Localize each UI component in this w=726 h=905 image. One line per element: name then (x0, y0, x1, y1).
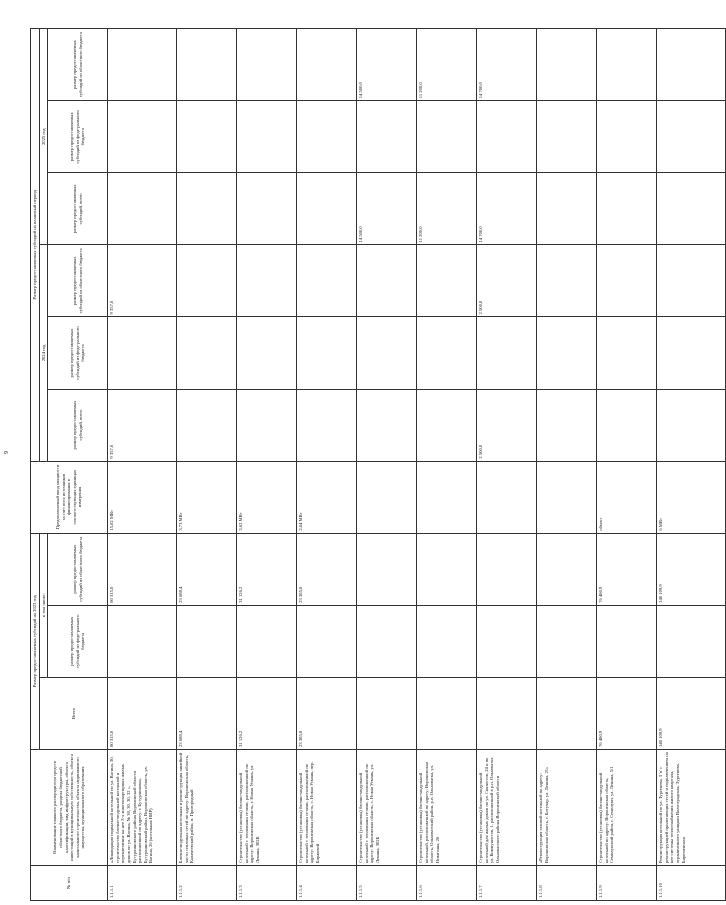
cell-r25: 14 700,0 (477, 29, 537, 101)
cell-reg (417, 533, 477, 605)
table-body (108, 29, 726, 901)
cell-f24 (657, 317, 726, 389)
cell-r24: 9 357,0 (108, 245, 177, 317)
cell-f25 (297, 101, 357, 173)
cell-fed (657, 605, 726, 677)
cell-r25 (537, 29, 597, 101)
cell-name: Строительство (установка) блочно-модульной котельной по адресу: Воронежская область, Семилукский район, г. Семилуки, ул. Ленина, 5/1 (597, 749, 657, 865)
cell-reg: 31 126,2 (237, 533, 297, 605)
cell-total (417, 677, 477, 749)
header-fed-2025: размер предоставляемых субсидий из феде-рального бюджета (48, 101, 108, 173)
cell-r24: 2 500,0 (477, 245, 537, 317)
cell-fed (597, 605, 657, 677)
cell-t24 (357, 389, 417, 461)
header-plan: Размер предоставляемых субсидий на плановый период (31, 29, 40, 462)
cell-r25 (597, 29, 657, 101)
table-row (477, 29, 537, 901)
cell-name: Строительство (установка) блочно-модульной котельной с тепловыми сетями, расположенной по адресу: Воронежская область, г. Новая Усмань, ул. Ленина, 302К (237, 749, 297, 865)
cell-total: 140 109,9 (657, 677, 726, 749)
cell-cap (537, 461, 597, 533)
cell-r24 (657, 245, 726, 317)
header-2025: 2025 год (39, 29, 48, 245)
header-incl: в том числе: (39, 533, 48, 677)
cell-fed (537, 605, 597, 677)
cell-r25 (657, 29, 726, 101)
cell-t25 (597, 173, 657, 245)
cell-cap (417, 461, 477, 533)
cell-f24 (357, 317, 417, 389)
cell-r25: 11 200,0 (417, 29, 477, 101)
cell-cap: 6 МВт (657, 461, 726, 533)
cell-name: «Реконструкция газовой котельной по адресу: Воронежская область, г. Богучар, ул. Ленина, 21» (537, 749, 597, 865)
table-row (537, 29, 597, 901)
cell-t24: 9 357,0 (108, 389, 177, 461)
cell-t25: 14 700,0 (477, 173, 537, 245)
cell-name: Строительство (установка) блочно-модульной котельной с тепловыми сетями, расположенной по адресу: Воронежская область, с. Новая Усмань, ул. Ленина, 302Б (357, 749, 417, 865)
cell-total (477, 677, 537, 749)
cell-total: 23 385,8 (297, 677, 357, 749)
cell-f24 (417, 317, 477, 389)
cell-f24 (537, 317, 597, 389)
header-fed-2024: размер предоставляемых субсидий из феде-рального бюджета (48, 317, 108, 389)
cell-r24 (417, 245, 477, 317)
cell-num: 1.1.1.4 (297, 866, 357, 901)
cell-f25 (657, 101, 726, 173)
page-number: 9 (4, 451, 10, 454)
cell-name: Строительство (установка) блочно-модульной котельной, расположенной по адресу: Воронежская область, Ольховатский район, р.п. Ольховатка, ул. Никитина, 26 (417, 749, 477, 865)
cell-t24 (417, 389, 477, 461)
cell-f25 (177, 101, 237, 173)
cell-cap: 15,82 МВт (108, 461, 177, 533)
cell-r24 (537, 245, 597, 317)
cell-f24 (177, 317, 237, 389)
cell-fed (237, 605, 297, 677)
cell-num: 1.1.1.1 (108, 866, 177, 901)
cell-r25 (108, 29, 177, 101)
cell-f25 (108, 101, 177, 173)
header-total: Всего (39, 677, 108, 749)
cell-name: Строительство (установка) блочно-модульной котельной с тепловыми сетями, расположенной по адресу: Воронежская область, с. Новая Усмань, пер. Биржевой (297, 749, 357, 865)
cell-t25 (237, 173, 297, 245)
table-row (417, 29, 477, 901)
cell-num: 1.1.1.10 (657, 866, 726, 901)
cell-t24 (537, 389, 597, 461)
header-2024: 2024 год (39, 245, 48, 461)
table-row (657, 29, 726, 901)
cell-f24 (237, 317, 297, 389)
cell-reg (357, 533, 417, 605)
table-row (237, 29, 297, 901)
cell-f25 (537, 101, 597, 173)
cell-fed (357, 605, 417, 677)
cell-f24 (108, 317, 177, 389)
cell-reg: 80 315,0 (108, 533, 177, 605)
cell-r24 (237, 245, 297, 317)
table-row (108, 29, 177, 901)
header-reg-2023: размер предоставляемых субсидий из областного бюджета (48, 533, 108, 605)
cell-f25 (477, 101, 537, 173)
cell-f24 (597, 317, 657, 389)
cell-r25 (237, 29, 297, 101)
header-total-2024: размер предоставляемых субсидий, всего (48, 389, 108, 461)
cell-r24 (597, 245, 657, 317)
cell-num: 1.1.1.3 (237, 866, 297, 901)
cell-cap: 2,04 МВт (297, 461, 357, 533)
header-name: Наименование главного распорядителя средств областного бюджета, раздела бюджетной классификации, вид инфраструктуры, объекта инвестиций в муниципальную собственность, объекта капитального строительства, объекта недвижимого имущества, муниципального образования (31, 749, 108, 865)
cell-total: 76 480,9 (597, 677, 657, 749)
cell-num: 1.1.1.8 (537, 866, 597, 901)
cell-fed (108, 605, 177, 677)
cell-t25: 11 200,0 (417, 173, 477, 245)
cell-cap (477, 461, 537, 533)
cell-f25 (417, 101, 477, 173)
cell-f24 (297, 317, 357, 389)
header-reg-2025: размер предоставляемых субсидий из областного бюджета (48, 29, 108, 101)
cell-r24 (357, 245, 417, 317)
header-capacity: Предполагаемый ввод мощности за счет всех источников финансирования в соответствующих единицах измерения (31, 461, 108, 533)
header-fed-2023: размер предоставляемых субсидий из феде-рального бюджета (48, 605, 108, 677)
header-num: № п/п (31, 866, 108, 901)
cell-name: Строительство (установка) блочно-модульной котельной для жилых домов по ул. Связистов, 24 и по ул. Коммунистов, 1, расположенной в р.п. Ольховатка Ольховатского района Воронежской области (477, 749, 537, 865)
cell-fed (417, 605, 477, 677)
header-total-2025: размер предоставляемых субсидий, всего (48, 173, 108, 245)
cell-cap: объект (597, 461, 657, 533)
cell-t25 (108, 173, 177, 245)
cell-num: 1.1.1.2 (177, 866, 237, 901)
cell-cap (357, 461, 417, 533)
table-row (357, 29, 417, 901)
table-row (597, 29, 657, 901)
cell-reg (537, 533, 597, 605)
table-row (297, 29, 357, 901)
cell-total: 80 315,0 (108, 677, 177, 749)
cell-t24: 2 500,0 (477, 389, 537, 461)
cell-f24 (477, 317, 537, 389)
cell-reg (477, 533, 537, 605)
cell-name: «Ликвидация подвальной котельной по ул. Ватина, 30, строительство блочно-модульной котельной и переключение на нее 3-х многоквартирных жилых домов по ул. Ватина, № 30, 30, 30, 32 », Бутурлиновского района Воронежской области расположенной по адресу: г. Бутурлиновка, Бутурлиновский район, Воронежская область, ул. Ватина, 26 (котельная НИР) (108, 749, 177, 865)
cell-t24 (597, 389, 657, 461)
cell-num: 1.1.1.9 (597, 866, 657, 901)
cell-t25 (177, 173, 237, 245)
header-2023: Размер предоставляемых субсидий на 2023 год (31, 533, 40, 749)
cell-name: Реконструкция котельной по ул. Тургенева, 3 'в' с реконструкцией прилегающих сетей и подключением на нее системы теплоснабжения жилого квартала, ограниченного улицами Волгоградская, Тургенева, Бирюченская (657, 749, 726, 865)
cell-reg: 23 688,4 (177, 533, 237, 605)
cell-reg: 76 480,9 (597, 533, 657, 605)
cell-total (357, 677, 417, 749)
cell-reg: 23 385,8 (297, 533, 357, 605)
cell-r25: 14 500,0 (357, 29, 417, 101)
cell-total: 31 126,2 (237, 677, 297, 749)
cell-fed (177, 605, 237, 677)
cell-r25 (297, 29, 357, 101)
cell-cap: 3,73 МВт (177, 461, 237, 533)
cell-num: 1.1.1.6 (417, 866, 477, 901)
cell-reg: 140 109,9 (657, 533, 726, 605)
cell-t25 (657, 173, 726, 245)
header-reg-2024: размер предоставляемых субсидий из областного бюджета (48, 245, 108, 317)
cell-t24 (237, 389, 297, 461)
cell-fed (297, 605, 357, 677)
subsidy-table (30, 28, 726, 901)
cell-f25 (597, 101, 657, 173)
cell-num: 1.1.1.5 (357, 866, 417, 901)
cell-t25: 14 500,0 (357, 173, 417, 245)
cell-num: 1.1.1.7 (477, 866, 537, 901)
cell-cap: 3,62 МВт (237, 461, 297, 533)
cell-f25 (237, 101, 297, 173)
cell-fed (477, 605, 537, 677)
cell-name: Блочно-модульная котельная и реконструкция линейной части тепловых сетей по адресу: Воронежская область, Калачеевский район, п. Пригородный (177, 749, 237, 865)
header-row-1 (31, 29, 40, 901)
cell-total (537, 677, 597, 749)
cell-t24 (657, 389, 726, 461)
cell-f25 (357, 101, 417, 173)
cell-t24 (177, 389, 237, 461)
cell-t25 (297, 173, 357, 245)
cell-r24 (177, 245, 237, 317)
cell-r24 (297, 245, 357, 317)
cell-total: 23 688,4 (177, 677, 237, 749)
cell-t25 (537, 173, 597, 245)
cell-t24 (297, 389, 357, 461)
cell-r25 (177, 29, 237, 101)
table-row (177, 29, 237, 901)
